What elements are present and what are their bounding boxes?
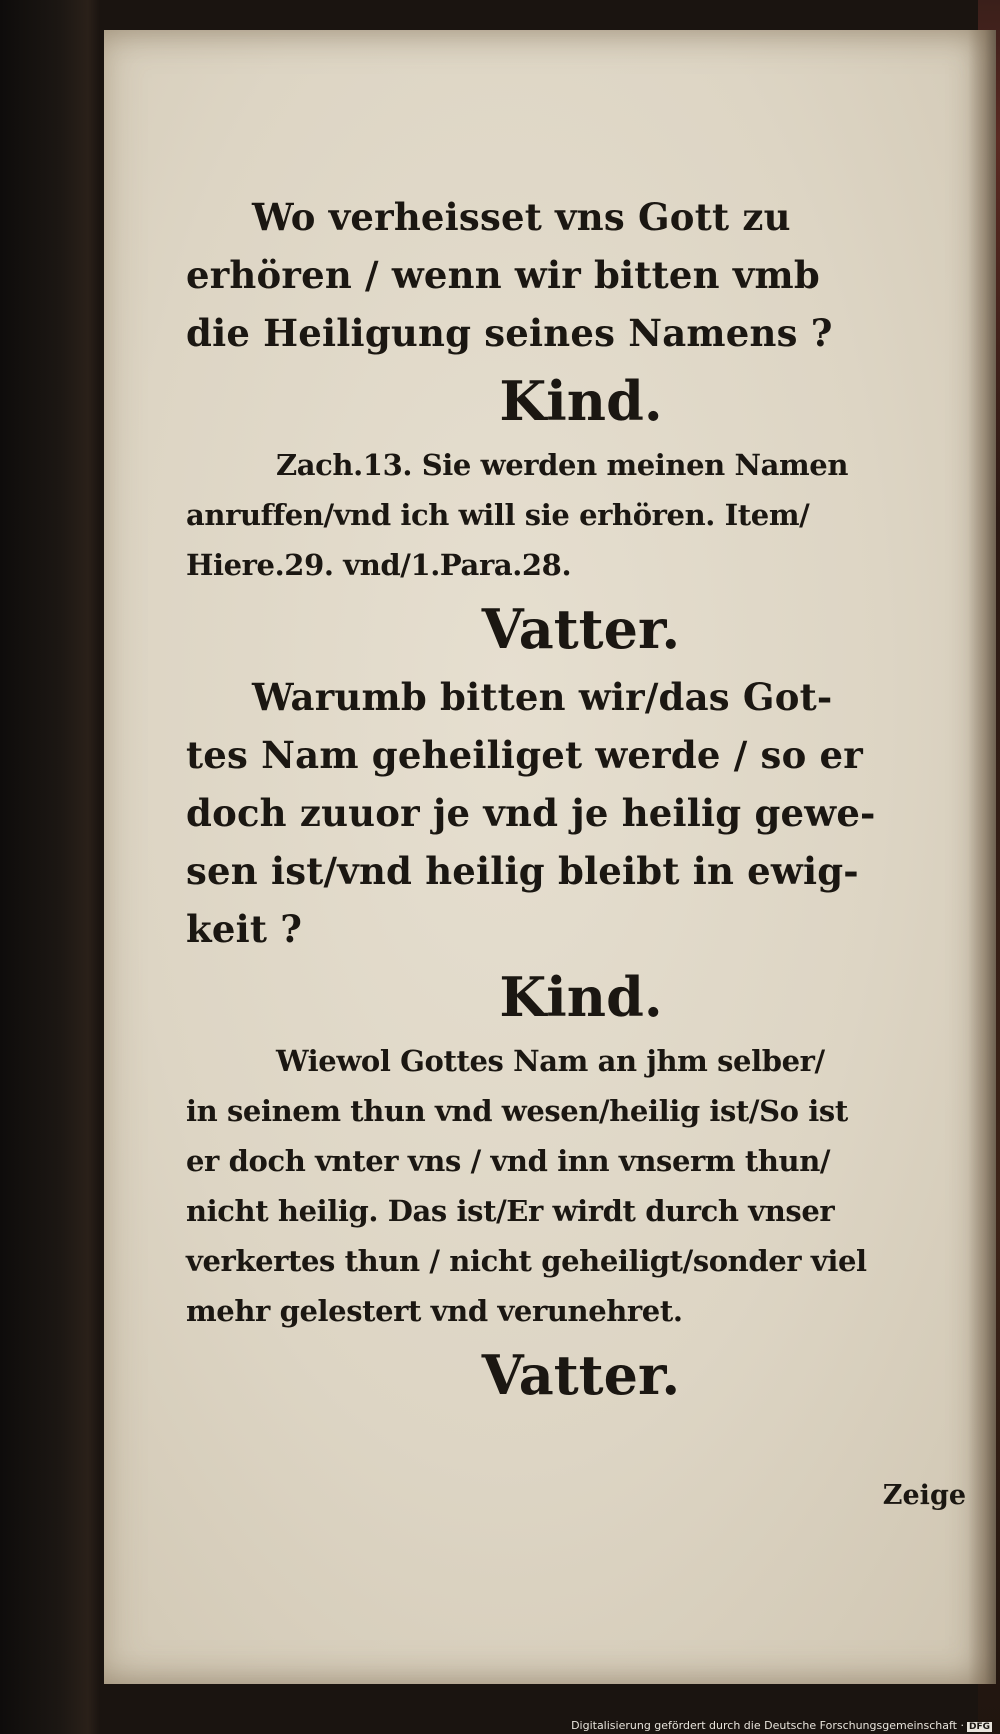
question-2-line-4: sen ist/vnd heilig bleibt in ewig- bbox=[186, 849, 859, 893]
question-1-line-2: erhören / wenn wir bitten vmb bbox=[186, 253, 820, 297]
answer-2-line-5: verkertes thun / nicht geheiligt/sonder viel bbox=[186, 1244, 867, 1278]
answer-2-line-4: nicht heilig. Das ist/Er wirdt durch vnser bbox=[186, 1194, 835, 1228]
credit-text: Digitalisierung gefördert durch die Deutsche Forschungsgemeinschaft · bbox=[571, 1719, 964, 1732]
answer-2-line-2: in seinem thun vnd wesen/heilig ist/So ist bbox=[186, 1094, 848, 1128]
answer-1-line-1: Zach.13. Sie werden meinen Namen bbox=[276, 448, 849, 482]
answer-1-line-2: anruffen/vnd ich will sie erhören. Item/ bbox=[186, 498, 810, 532]
page-text bbox=[186, 188, 976, 1414]
answer-2-line-6: mehr gelestert vnd verunehret. bbox=[186, 1294, 683, 1328]
question-2-line-2: tes Nam geheiliget werde / so er bbox=[186, 733, 863, 777]
heading-vatter-1: Vatter. bbox=[481, 597, 681, 661]
question-2-line-3: doch zuuor je vnd je heilig gewe- bbox=[186, 791, 876, 835]
question-2-line-5: keit ? bbox=[186, 907, 303, 951]
heading-vatter-2: Vatter. bbox=[481, 1343, 681, 1407]
heading-kind-2: Kind. bbox=[499, 965, 663, 1029]
question-2-line-1: Warumb bitten wir/das Got- bbox=[252, 675, 833, 719]
heading-kind-1: Kind. bbox=[499, 369, 663, 433]
answer-2-line-1: Wiewol Gottes Nam an jhm selber/ bbox=[276, 1044, 825, 1078]
dfg-logo: DFG bbox=[968, 1722, 990, 1732]
book-page bbox=[104, 30, 996, 1684]
catchword: Zeige bbox=[882, 1480, 966, 1511]
digitization-credit bbox=[571, 1719, 992, 1732]
answer-1-line-3: Hiere.29. vnd/1.Para.28. bbox=[186, 548, 572, 582]
question-1-line-3: die Heiligung seines Namens ? bbox=[186, 311, 833, 355]
question-1-line-1: Wo verheisset vns Gott zu bbox=[252, 195, 791, 239]
answer-2-line-3: er doch vnter vns / vnd inn vnserm thun/ bbox=[186, 1144, 831, 1178]
